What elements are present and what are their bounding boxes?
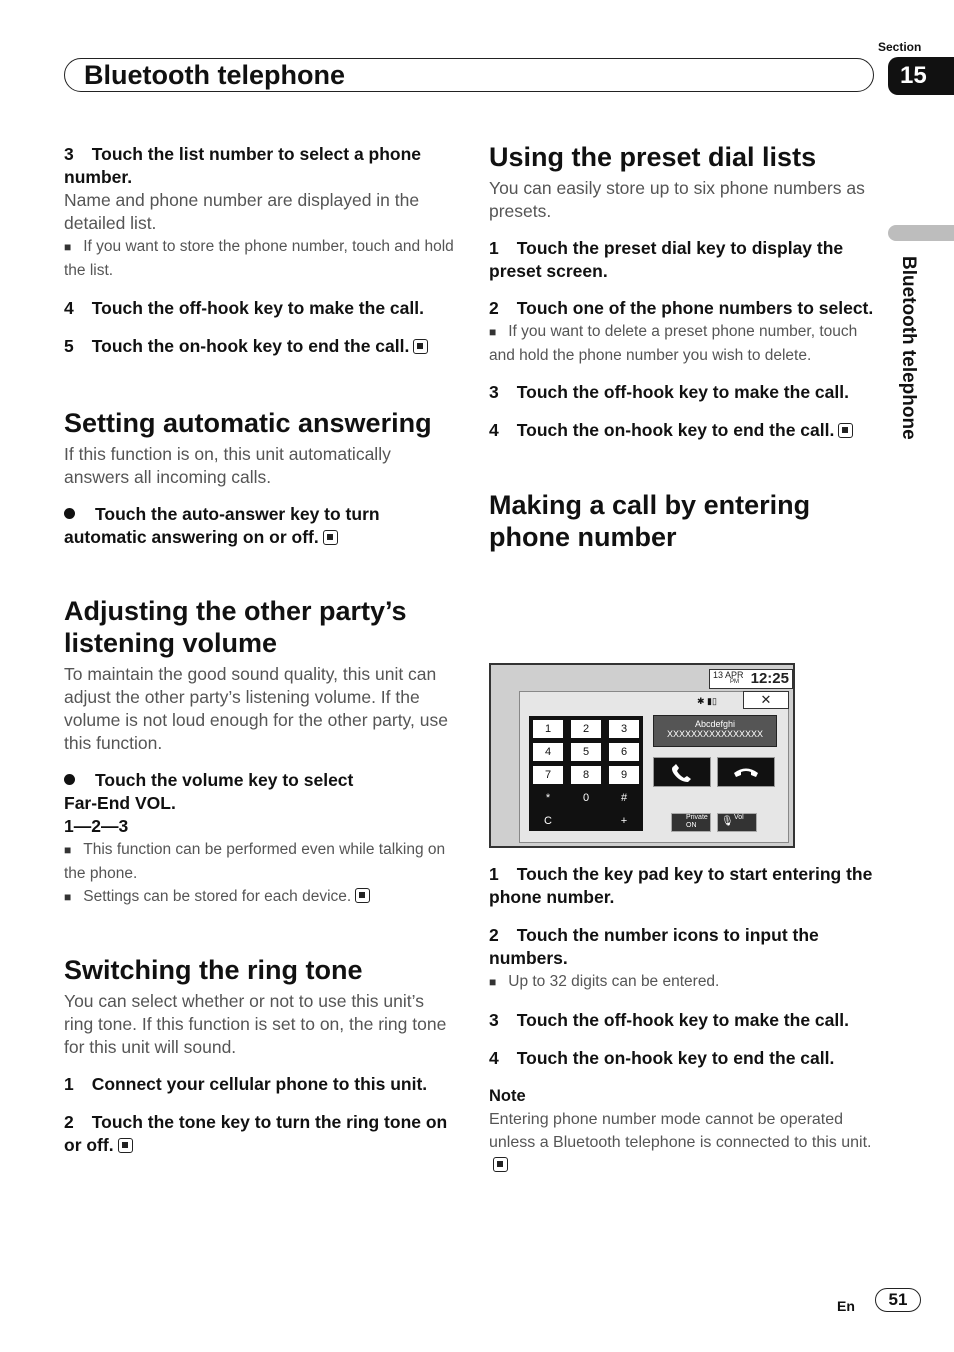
key-star[interactable]: * <box>533 789 563 807</box>
preset-step-1: 1 Touch the preset dial key to display the preset screen. <box>489 238 844 281</box>
bullet-dot-icon <box>64 774 75 785</box>
preset-body: You can easily store up to six phone numbers as presets. <box>489 178 865 221</box>
step-4-off-hook: 4 Touch the off-hook key to make the call. <box>64 298 424 318</box>
bullet-dot-icon <box>64 508 75 519</box>
key-blank[interactable] <box>571 812 601 830</box>
key-2[interactable]: 2 <box>571 720 601 738</box>
key-3[interactable]: 3 <box>609 720 639 738</box>
volume-body: To maintain the good sound quality, this unit can adjust the other party’s listening volume. If the volume is not loud enough for the other party, use this function. <box>64 664 448 753</box>
auto-answer-step: Touch the auto-answer key to turn automatic answering on or off. <box>64 504 380 547</box>
right-column <box>489 141 874 553</box>
entering-step-3: 3 Touch the off-hook key to make the call. <box>489 1010 849 1030</box>
end-mark-icon <box>118 1138 133 1153</box>
key-7[interactable]: 7 <box>533 766 563 784</box>
volume-levels: 1—2—3 <box>64 816 129 836</box>
language-label: En <box>837 1298 855 1314</box>
key-1[interactable]: 1 <box>533 720 563 738</box>
on-hook-button[interactable] <box>717 757 775 787</box>
section-title: Bluetooth telephone <box>84 60 345 90</box>
volume-step-target: Far-End VOL. <box>64 793 176 813</box>
key-plus[interactable]: + <box>609 812 639 830</box>
section-number: 15 <box>888 57 954 95</box>
key-6[interactable]: 6 <box>609 743 639 761</box>
close-button[interactable]: ✕ <box>743 691 789 709</box>
contact-display <box>653 715 777 747</box>
side-tab-label: Bluetooth telephone <box>898 256 919 440</box>
step-5-on-hook: 5 Touch the on-hook key to end the call. <box>64 335 454 358</box>
left-column <box>64 143 454 1157</box>
heading-preset: Using the preset dial lists <box>489 142 817 172</box>
keypad-screen-illustration <box>489 663 795 848</box>
volume-step: Touch the volume key to select <box>64 769 454 792</box>
phone-on-hook-icon <box>718 758 774 786</box>
key-4[interactable]: 4 <box>533 743 563 761</box>
store-note: ■ If you want to store the phone number, touch and hold the list. <box>64 238 454 279</box>
detailed-list-body: Name and phone number are displayed in the detailed list. <box>64 190 420 233</box>
end-mark-icon <box>355 888 370 903</box>
ringtone-step-1: 1 Connect your cellular phone to this unit. <box>64 1074 428 1094</box>
volume-button[interactable]: 🎙 Vol <box>717 813 757 832</box>
end-mark-icon <box>413 339 428 354</box>
end-mark-icon <box>493 1157 508 1172</box>
signal-status-icon: ✱ ▮▯ <box>697 696 717 706</box>
right-column-lower <box>489 863 874 1177</box>
heading-entering: Making a call by entering phone number <box>489 490 811 552</box>
private-mode-button[interactable]: Private ON <box>671 813 711 832</box>
key-9[interactable]: 9 <box>609 766 639 784</box>
auto-answer-body: If this function is on, this unit automatically answers all incoming calls. <box>64 444 391 487</box>
ringtone-step-2: 2 Touch the tone key to turn the ring tone on or off. <box>64 1112 448 1155</box>
volume-note-2: ■ Settings can be stored for each device. <box>64 885 454 909</box>
key-hash[interactable]: # <box>609 789 639 807</box>
clock-display: 13 APR PM 12:25 <box>709 669 793 689</box>
heading-volume: Adjusting the other party’s listening volume <box>64 596 407 658</box>
key-clear[interactable]: C <box>533 812 563 830</box>
volume-note-1: ■ This function can be performed even while talking on the phone. <box>64 841 446 882</box>
entering-step-1: 1 Touch the key pad key to start entering the phone number. <box>489 864 873 907</box>
entering-note: ■ Up to 32 digits can be entered. <box>489 973 720 990</box>
section-label: Section <box>878 40 922 54</box>
end-mark-icon <box>838 423 853 438</box>
step-3-select-number: 3 Touch the list number to select a phone number. <box>64 144 422 187</box>
entering-step-4: 4 Touch the on-hook key to end the call. <box>489 1048 835 1068</box>
heading-auto-answer: Setting automatic answering <box>64 408 432 438</box>
phone-off-hook-icon <box>654 758 710 786</box>
preset-step-3: 3 Touch the off-hook key to make the call. <box>489 382 849 402</box>
keypad <box>529 716 643 831</box>
microphone-icon: 🎙 <box>721 816 734 827</box>
preset-note: ■ If you want to delete a preset phone number, touch and hold the phone number you wish to delete. <box>489 323 858 364</box>
preset-step-4: 4 Touch the on-hook key to end the call. <box>489 419 874 442</box>
heading-ringtone: Switching the ring tone <box>64 955 363 985</box>
preset-step-2: 2 Touch one of the phone numbers to select. <box>489 298 874 318</box>
entering-step-2: 2 Touch the number icons to input the numbers. <box>489 925 819 968</box>
contact-name: Abcdefghi <box>694 719 736 729</box>
off-hook-button[interactable] <box>653 757 711 787</box>
note-heading: Note <box>489 1087 526 1105</box>
note-body: Entering phone number mode cannot be operated unless a Bluetooth telephone is connected to this unit. <box>489 1108 874 1177</box>
ringtone-body: You can select whether or not to use this unit’s ring tone. If this function is set to on, the ring tone for this unit will sound. <box>64 991 447 1057</box>
end-mark-icon <box>323 530 338 545</box>
key-0[interactable]: 0 <box>571 789 601 807</box>
page-number: 51 <box>875 1288 921 1312</box>
key-8[interactable]: 8 <box>571 766 601 784</box>
side-tab-marker <box>888 225 954 241</box>
key-5[interactable]: 5 <box>571 743 601 761</box>
contact-number: XXXXXXXXXXXXXXXX <box>666 729 764 739</box>
